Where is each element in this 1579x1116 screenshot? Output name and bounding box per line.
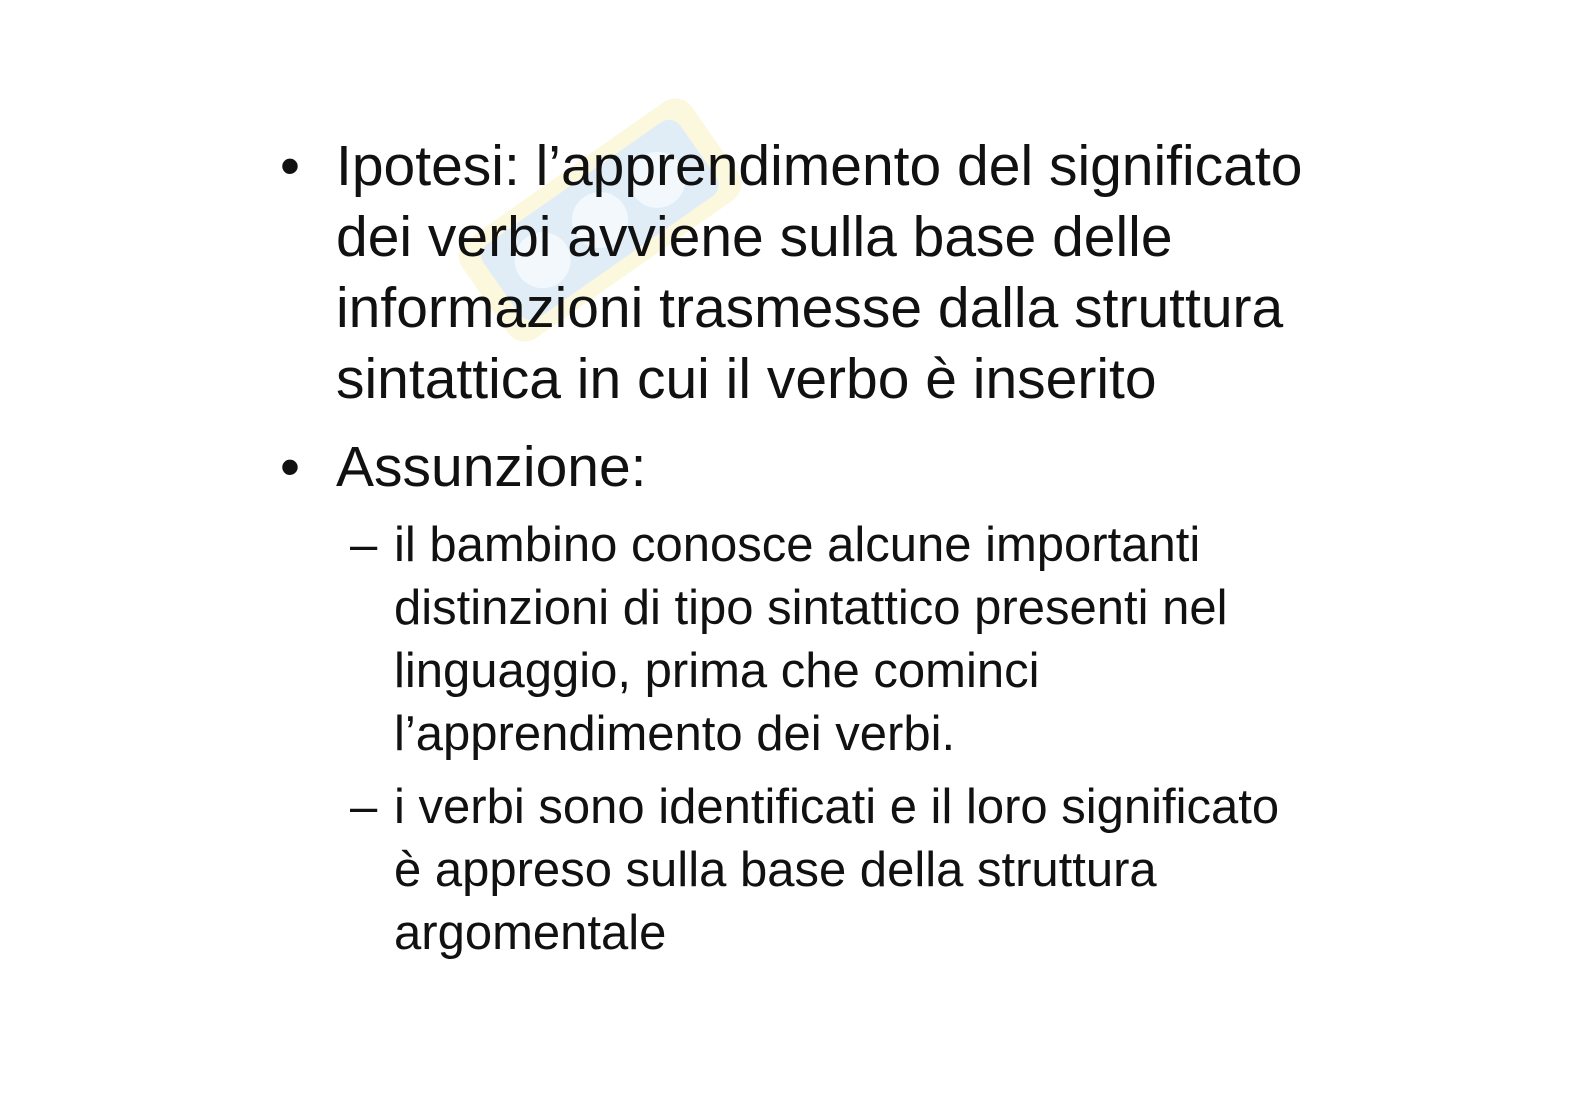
sub-text [394,514,1394,766]
sub-text [394,776,1394,965]
bullet-marker: • [280,134,300,198]
bullet-text [336,131,1396,415]
sub-line: i verbi sono identificati e il loro significato [394,780,1280,834]
dash-marker: – [350,780,378,834]
sub-line: è appreso sulla base della struttura [394,843,1157,897]
sub-line: argomentale [394,906,667,960]
bullet-line: dei verbi avviene sulla base delle [336,205,1173,269]
dash-marker: – [350,518,378,572]
bullet-line: Assunzione: [336,435,647,499]
bullet-line: sintattica in cui il verbo è inserito [336,347,1157,411]
bullet-marker: • [280,435,300,499]
sub-line: distinzioni di tipo sintattico presenti nel [394,581,1228,635]
sub-line: il bambino conosce alcune importanti [394,518,1201,572]
sub-line: linguaggio, prima che cominci [394,644,1040,698]
bullet-line: informazioni trasmesse dalla struttura [336,276,1284,340]
sub-line: l’apprendimento dei verbi. [394,707,956,761]
bullet-text [336,432,1396,503]
bullet-line: Ipotesi: l’apprendimento del significato [336,134,1303,198]
